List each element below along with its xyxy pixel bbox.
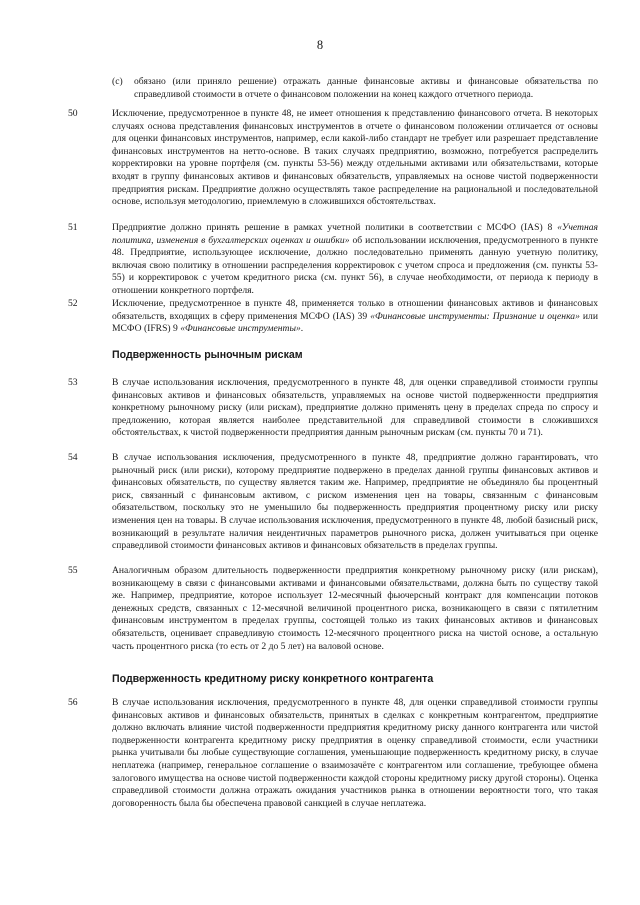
- paragraph-51-text-b: об использовании исключения, предусмотренного в пункте 48. Предприятие, использующее исключение, должно последовательно применять данную учетную политику, включая свою политику в отношении распределения корректировок с учетом спроса и предложения (см. пункты 53-55) и корректировок с учетом кредитного риска (см. пункт 56), в случае необходимости, от периода к периоду в отношении конкретного портфеля.: [112, 234, 598, 296]
- paragraph-51-italic-ref: «Учетная политика, изменения в бухгалтерских оценках и ошибки»: [112, 222, 598, 246]
- paragraph-52-text-b: или МСФО (IFRS) 9: [112, 310, 598, 335]
- paragraph-51-text-a: Предприятие должно принять решение в рамках учетной политики в соответствии с МСФО (IAS) 8: [112, 222, 558, 233]
- paragraph-number-53: 53: [68, 377, 78, 388]
- paragraph-number-52: 52: [68, 298, 78, 309]
- paragraph-56-text: В случае использования исключения, предусмотренного в пункте 48, для оценки справедливой стоимости группы финансовых активов и финансовых обязательств, принятых в сделках с конкретным контрагентом, предприятие должно включать влияние чистой подверженности предприятия кредитному риску данного контрагента или чистой подверженности контрагента кредитному риску предприятия в оценку справедливой стоимости, если участники рынка учитывали бы любые существующие соглашения, уменьшающие подверженность кредитному риску, в случае неплатежа (например, генеральное соглашение о взаимозачёте с контрагентом или соглашение, требующее обмена залогового имущества на основе чистой подверженности каждой стороны кредитному риску другой стороны). Оценка справедливой стоимости должна отражать ожидания участников рынка в отношении вероятности того, что такая договоренность была бы обеспечена правовой санкцией в случае неплатежа.: [112, 697, 598, 809]
- paragraph-52-text: [112, 298, 598, 336]
- page-number: 8: [316, 38, 324, 52]
- paragraph-number-54: 54: [68, 452, 78, 463]
- paragraph-55-text: Аналогичным образом длительность подверженности предприятия конкретному рыночному риску (или рискам), возникающему в связи с финансовыми активами и финансовыми обязательствами, должна быть по существу такой же. Например, предприятие, которое использует 12-месячный фьючерсный контракт для компенсации потоков денежных средств, связанных с 12-месячной величиной процентного риска, возникающего в связи с пятилетним финансовым инструментом в пределах группы, состоящей только из таких финансовых активов и финансовых обязательств, оценивает справедливую стоимость 12-месячного процентного риска на чистой основе, а остальную часть процентного риска (то есть от 2 до 5 лет) на валовой основе.: [112, 565, 598, 652]
- paragraph-51-text: [112, 222, 598, 298]
- paragraph-number-56: 56: [68, 697, 78, 708]
- paragraph-52-text-a: Исключение, предусмотренное в пункте 48, применяется только в отношении финансовых активов и финансовых обязательств, входящих в сферу применения МСФО (IAS) 39: [112, 298, 598, 322]
- paragraph-number-51: 51: [68, 222, 78, 233]
- section-heading-credit-risk: Подверженность кредитному риску конкретного контрагента: [112, 673, 434, 685]
- paragraph-52-text-c: .: [300, 323, 304, 335]
- paragraph-number-55: 55: [68, 565, 78, 576]
- section-heading-market-risk: Подверженность рыночным рискам: [112, 349, 303, 361]
- list-item-c-text: обязано (или приняло решение) отражать данные финансовые активы и финансовые обязательства по справедливой стоимости в отчете о финансовом положении на конец каждого отчетного периода.: [134, 76, 598, 100]
- paragraph-54-text: В случае использования исключения, предусмотренного в пункте 48, предприятие должно гарантировать, что рыночный риск (или риски), которому предприятие подвержено в пределах данной группы финансовых активов и финансовых обязательств, по существу является таким же. Например, предприятие не объединяло бы процентный риск, связанный с финансовым активом, с риском изменения цен на товары, связанным с финансовым обязательством, поскольку это не уменьшило бы подверженность предприятия процентному риску или риску изменения цен на товары. В случае использования исключения, предусмотренного в пункте 48, любой базисный риск, возникающий в результате наличия неидентичных параметров рыночного риска, должен учитываться при оценке справедливой стоимости финансовых активов и финансовых обязательств в пределах группы.: [112, 452, 598, 552]
- paragraph-number-50: 50: [68, 108, 78, 119]
- paragraph-52-italic-ref-ias39: «Финансовые инструменты: Признание и оценка»: [370, 310, 580, 322]
- list-marker-c: (c): [112, 76, 123, 87]
- paragraph-50-text: Исключение, предусмотренное в пункте 48, не имеет отношения к представлению финансового отчета. В некоторых случаях основа представления финансовых инструментов в отчете о финансовом положении отличается от основы для оценки финансовых инструментов, например, если какой-либо стандарт не требует или разрешает представление финансовых инструментов на нетто-основе. В таких случаях предприятию, возможно, потребуется распределить корректировки на уровне портфеля (см. пункты 53-56) между отдельными активами или обязательствами, которые входят в группу финансовых активов и финансовых обязательств, управляемых на основе чистой подверженности предприятия рискам. Предприятие должно осуществлять такое распределение на рациональной и последовательной основе, используя методологию, приемлемую в сложившихся обстоятельствах.: [112, 108, 598, 208]
- paragraph-52-italic-ref-ifrs9: «Финансовые инструменты»: [180, 323, 301, 335]
- paragraph-53-text: В случае использования исключения, предусмотренного в пункте 48, для оценки справедливой стоимости группы финансовых активов и финансовых обязательств, управляемых на основе чистой подверженности предприятия конкретному рыночному риску (или рискам), предприятие должно применять цену в пределах спреда по спросу и предложению, которая является наиболее представительной для справедливой стоимости в сложившихся обстоятельствах, к чистой подверженности предприятия данным рыночным рискам (см. пункты 70 и 71).: [112, 377, 598, 439]
